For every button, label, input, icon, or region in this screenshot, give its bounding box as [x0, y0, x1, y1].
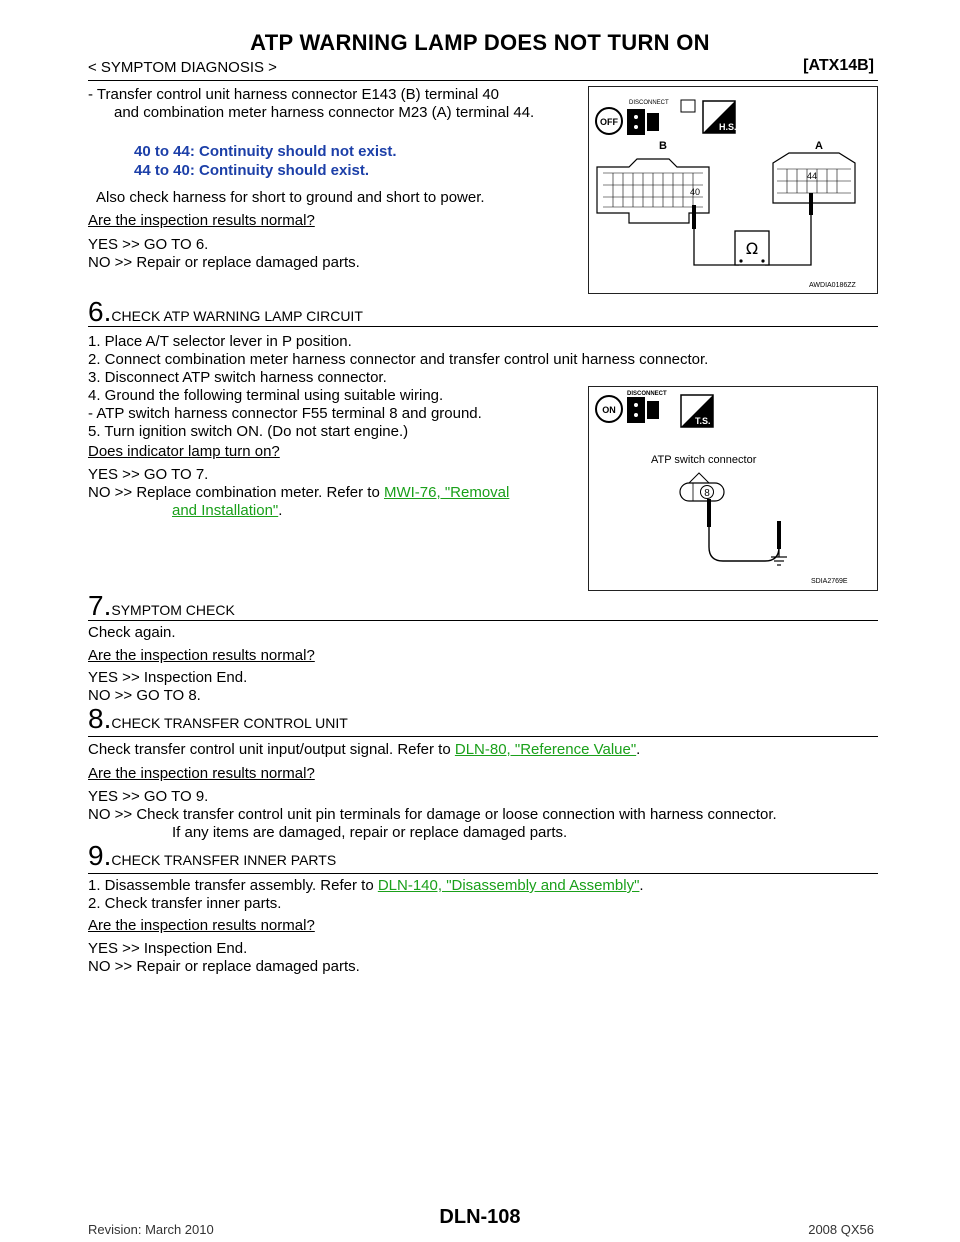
pin-8-label: 8 — [704, 488, 710, 499]
wire-b — [694, 229, 739, 265]
step7-heading: SYMPTOM CHECK — [111, 602, 235, 618]
meter-icon — [681, 100, 695, 112]
atp-connector-label: ATP switch connector — [651, 454, 757, 466]
probe-ground — [777, 521, 781, 549]
model-year: 2008 QX56 — [808, 1222, 874, 1237]
step8-number: 8. — [88, 703, 112, 734]
step6-line-5: - ATP switch harness connector F55 terminal 8 and ground. — [88, 405, 482, 422]
ts-label: T.S. — [695, 416, 711, 426]
breadcrumb: < SYMPTOM DIAGNOSIS > — [88, 59, 277, 76]
answer-no-6-cont — [172, 502, 282, 520]
step6-number: 6. — [88, 296, 112, 327]
step9-line-1-period: . — [639, 877, 644, 894]
answer-no-5: NO >> Repair or replace damaged parts. — [88, 254, 360, 271]
step9-number: 9. — [88, 840, 112, 871]
link-mwi-76-cont[interactable]: and Installation" — [172, 502, 279, 519]
link-dln-140[interactable]: DLN-140, "Disassembly and Assembly" — [377, 877, 640, 894]
connector-b-label: B — [659, 140, 667, 152]
figure-atp-switch-ground — [588, 386, 878, 591]
atp-switch-diagram — [589, 387, 877, 590]
figure-continuity-check — [588, 86, 878, 294]
step7-number: 7. — [88, 590, 112, 621]
disconnect-icon-2 — [627, 391, 667, 423]
spec-line-1: 40 to 44: Continuity should not exist. — [134, 143, 397, 160]
disconnect-icon — [627, 100, 669, 135]
step7-rule — [88, 620, 878, 621]
answer-yes-6: YES >> GO TO 7. — [88, 466, 209, 483]
step5-item-line1: - Transfer control unit harness connector E143 (B) terminal 40 — [88, 86, 500, 103]
answer-yes-7: YES >> Inspection End. — [88, 669, 248, 686]
disconnect-label-2: DISCONNECT — [627, 391, 667, 397]
ignition-off-icon — [596, 108, 622, 134]
step7-text: Check again. — [88, 624, 176, 641]
connector-pointer — [689, 473, 709, 483]
step5-item-line2: and combination meter harness connector M23 (A) terminal 44. — [114, 104, 535, 121]
ts-badge-icon — [681, 395, 713, 427]
answer-no-9: NO >> Repair or replace damaged parts. — [88, 958, 360, 975]
probe-8 — [707, 499, 711, 527]
connector-a — [773, 153, 855, 203]
disconnect-label: DISCONNECT — [629, 100, 669, 106]
connector-a-label: A — [815, 140, 823, 152]
wire-a — [765, 215, 811, 265]
step9-rule — [88, 873, 878, 874]
link-mwi-76[interactable]: MWI-76, "Removal — [383, 484, 510, 501]
step9-heading: CHECK TRANSFER INNER PARTS — [111, 852, 337, 868]
step9-line-1-text: 1. Disassemble transfer assembly. Refer to — [88, 877, 378, 894]
step6-line-2: 2. Connect combination meter harness connector and transfer control unit harness connector. — [88, 351, 709, 368]
answer-yes-8: YES >> GO TO 9. — [88, 788, 209, 805]
answer-yes-5: YES >> GO TO 6. — [88, 236, 209, 253]
step6-heading: CHECK ATP WARNING LAMP CIRCUIT — [111, 308, 363, 324]
pin-40-label: 40 — [690, 187, 701, 197]
header-rule — [88, 80, 878, 81]
spec-line-2: 44 to 40: Continuity should exist. — [134, 162, 370, 179]
question-9: Are the inspection results normal? — [88, 917, 315, 934]
section-code: [ATX14B] — [803, 57, 874, 74]
answer-no-7: NO >> GO TO 8. — [88, 687, 201, 704]
step9-header — [88, 840, 336, 872]
step6-header — [88, 296, 363, 328]
probe-b — [692, 205, 696, 229]
answer-no-6-text: NO >> Replace combination meter. Refer to — [88, 484, 384, 501]
step9-line-1 — [88, 877, 644, 895]
answer-no-6-period: . — [278, 502, 283, 519]
step8-text-period: . — [636, 741, 641, 758]
ignition-on-icon — [596, 396, 622, 422]
step8-rule — [88, 736, 878, 737]
step8-text-body: Check transfer control unit input/output signal. Refer to — [88, 741, 455, 758]
question-8: Are the inspection results normal? — [88, 765, 315, 782]
ground-symbol-icon — [771, 549, 787, 565]
answer-yes-9: YES >> Inspection End. — [88, 940, 248, 957]
step6-line-4: 4. Ground the following terminal using suitable wiring. — [88, 387, 444, 404]
link-dln-80[interactable]: DLN-80, "Reference Value" — [454, 741, 637, 758]
answer-no-8-cont: If any items are damaged, repair or replace damaged parts. — [172, 824, 568, 841]
ohmmeter-icon — [735, 231, 769, 265]
on-label: ON — [602, 405, 616, 415]
step9-line-2: 2. Check transfer inner parts. — [88, 895, 282, 912]
figure2-code: SDIA2769E — [811, 578, 848, 585]
probe-a — [809, 193, 813, 215]
hs-badge-icon — [703, 101, 737, 133]
step8-heading: CHECK TRANSFER CONTROL UNIT — [111, 715, 348, 731]
step8-header — [88, 703, 348, 735]
step6-rule — [88, 326, 878, 327]
step6-line-1: 1. Place A/T selector lever in P position. — [88, 333, 352, 350]
atp-switch-connector — [680, 483, 724, 501]
ohm-symbol: Ω — [745, 239, 759, 258]
figure1-code: AWDIA0186ZZ — [809, 282, 856, 289]
pin-44-label: 44 — [807, 171, 818, 181]
question-7: Are the inspection results normal? — [88, 647, 315, 664]
continuity-diagram — [589, 87, 877, 293]
step8-text — [88, 741, 640, 759]
step7-header — [88, 590, 235, 622]
step6-line-3: 3. Disconnect ATP switch harness connector. — [88, 369, 387, 386]
off-label: OFF — [600, 117, 618, 127]
step6-line-6: 5. Turn ignition switch ON. (Do not start engine.) — [88, 423, 409, 440]
also-check-text: Also check harness for short to ground and short to power. — [96, 189, 485, 206]
question-6: Does indicator lamp turn on? — [88, 443, 280, 460]
ground-wire — [709, 527, 779, 561]
question-5: Are the inspection results normal? — [88, 212, 315, 229]
revision-date: Revision: March 2010 — [88, 1222, 214, 1237]
page-number: DLN-108 — [439, 1206, 521, 1228]
answer-no-6 — [88, 484, 509, 502]
hs-label: H.S. — [719, 122, 737, 132]
page-title: ATP WARNING LAMP DOES NOT TURN ON — [250, 30, 710, 55]
answer-no-8: NO >> Check transfer control unit pin terminals for damage or loose connection with harness connector. — [88, 806, 777, 823]
